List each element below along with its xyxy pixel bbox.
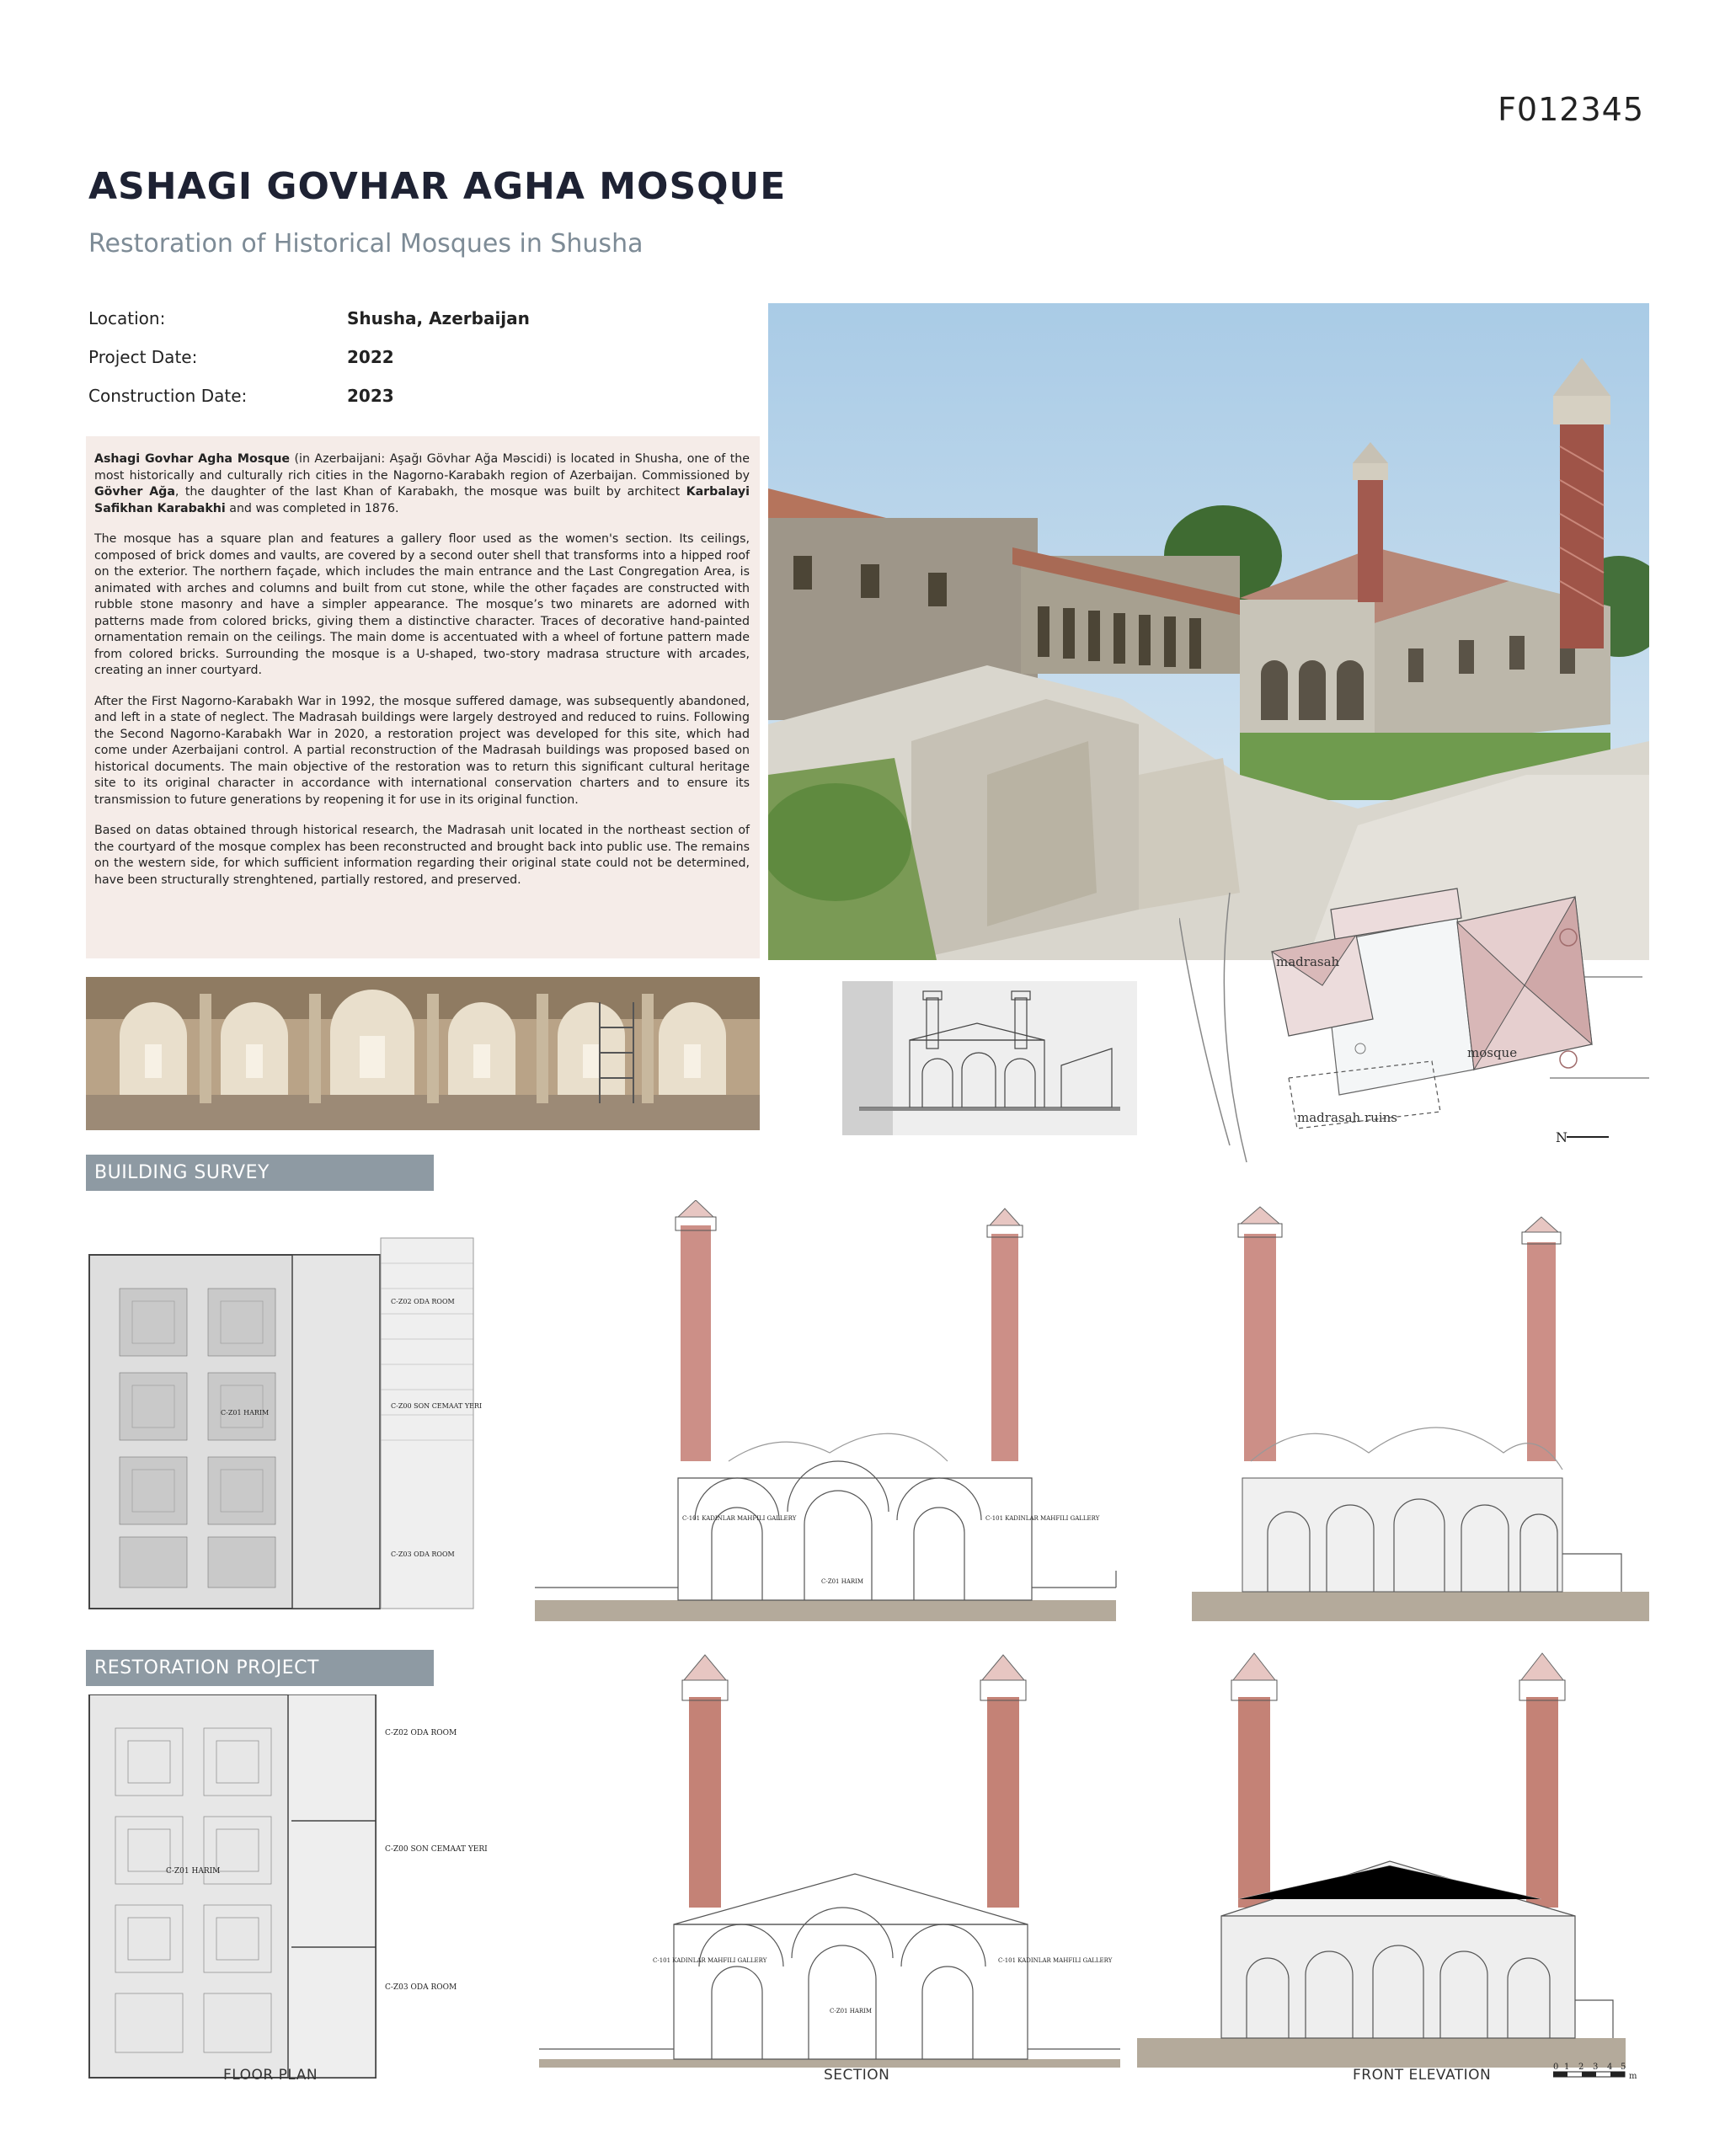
restoration-front-elevation <box>1137 1646 1649 2068</box>
scale-tick: 3 <box>1593 2063 1599 2072</box>
restoration-floor-plan <box>86 1694 490 2082</box>
survey-plan-room1: C-Z02 ODA ROOM <box>391 1298 455 1305</box>
site-label-madrasah: madrasah <box>1276 954 1340 969</box>
document-code: F012345 <box>1498 91 1644 128</box>
page-title: ASHAGI GOVHAR AGHA MOSQUE <box>88 165 787 208</box>
site-label-mosque: mosque <box>1467 1045 1518 1060</box>
page-subtitle: Restoration of Historical Mosques in Shusha <box>88 229 644 259</box>
patron-name: Gövher Ağa <box>94 485 175 499</box>
survey-section-right-label: C-101 KADINLAR MAHFILI GALLERY <box>985 1515 1100 1522</box>
scale-tick: 0 <box>1553 2063 1559 2072</box>
survey-plan-cemaat: C-Z00 SON CEMAAT YERI <box>391 1402 483 1410</box>
meta-label: Project Date: <box>88 347 198 367</box>
caption-front-elevation: FRONT ELEVATION <box>1353 2067 1492 2084</box>
rest-plan-harim: C-Z01 HARIM <box>166 1867 221 1876</box>
section-bar-building-survey: BUILDING SURVEY <box>86 1155 434 1191</box>
survey-front-elevation <box>1192 1200 1649 1621</box>
site-label-ruins: madrasah ruins <box>1297 1110 1397 1125</box>
rest-section-right-label: C-101 KADINLAR MAHFILI GALLERY <box>998 1957 1113 1964</box>
interior-panorama-photo <box>86 977 760 1130</box>
rest-section-harim-label: C-Z01 HARIM <box>830 2008 873 2015</box>
rest-plan-room2: C-Z03 ODA ROOM <box>385 1983 457 1992</box>
description-paragraph-3: After the First Nagorno-Karabakh War in 1992, the mosque suffered damage, was subsequently abandoned, and left in a state of neglect. The Madrasah buildings were largely destroyed and reduced to ruins. Following the Second Nagorno-Karabakh War in 2020, a restoration project was developed for this site, which had come under Azerbaijani control. A partial reconstruction of the Madrasah buildings was proposed based on historical documents. The main objective of the restoration was to return this significant cultural heritage site to its original character in accordance with international conservation charters and to ensure its transmission to future generations by reopening it for use in its original function. <box>94 694 750 807</box>
rest-plan-room1: C-Z02 ODA ROOM <box>385 1729 457 1737</box>
description-paragraph-1 <box>94 451 750 517</box>
scale-tick: 5 <box>1621 2063 1626 2072</box>
section-bar-restoration-project: RESTORATION PROJECT <box>86 1650 434 1686</box>
scale-unit: m <box>1629 2072 1637 2081</box>
caption-section: SECTION <box>824 2067 890 2084</box>
survey-plan-room2: C-Z03 ODA ROOM <box>391 1550 455 1558</box>
text-span: , the daughter of the last Khan of Karabakh, the mosque was built by architect <box>174 485 686 499</box>
survey-section-drawing <box>535 1200 1124 1621</box>
restoration-section-drawing <box>539 1646 1120 2068</box>
scale-tick: 4 <box>1607 2063 1613 2072</box>
mosque-name: Ashagi Govhar Agha Mosque <box>94 452 291 466</box>
meta-label: Construction Date: <box>88 386 248 406</box>
scale-bar <box>1553 2062 1646 2087</box>
meta-value: 2022 <box>347 347 394 367</box>
north-label: N <box>1556 1129 1567 1145</box>
historical-sketch-image <box>842 981 1137 1135</box>
survey-section-left-label: C-101 KADINLAR MAHFILI GALLERY <box>682 1515 797 1522</box>
description-paragraph-4: Based on datas obtained through historical research, the Madrasah unit located in the northeast section of the courtyard of the mosque complex has been reconstructed and brought back into public use. The remains on the western side, for which sufficient information regarding their original state could not be determined, have been structurally strenghtened, partially restored, and preserved. <box>94 824 750 887</box>
meta-value: Shusha, Azerbaijan <box>347 308 530 328</box>
rest-plan-cemaat: C-Z00 SON CEMAAT YERI <box>385 1845 488 1854</box>
caption-floor-plan: FLOOR PLAN <box>223 2067 318 2084</box>
text-span: and was completed in 1876. <box>225 501 399 515</box>
meta-value: 2023 <box>347 386 394 406</box>
scale-tick: 2 <box>1578 2063 1584 2072</box>
survey-plan-harim: C-Z01 HARIM <box>221 1409 270 1417</box>
site-plan <box>1179 859 1649 1171</box>
scale-tick: 1 <box>1564 2063 1570 2072</box>
survey-section-harim-label: C-Z01 HARIM <box>821 1578 864 1585</box>
meta-label: Location: <box>88 308 166 328</box>
description-paragraph-2: The mosque has a square plan and features a gallery floor used as the women's section. Its ceilings, composed of brick domes and vaults, are covered by a second outer shell that transforms into a hipped roof on the exterior. The northern façade, which includes the main entrance and the Last Congregation Area, is animated with arches and columns and built from cut stone, while the other façades are constructed with rubble stone masonry and have a simpler appearance. The mosque’s two minarets are adorned with patterns made from colored bricks, giving them a distinctive character. Traces of decorative hand-painted ornamentation remain on the ceilings. The main dome is accentuated with a wheel of fortune pattern made from colored bricks. Surrounding the mosque is a U-shaped, two-story madrasa structure with arcades, creating an inner courtyard. <box>94 532 750 677</box>
architect-name: Karbalayi Safikhan Karabakhi <box>94 485 750 515</box>
description-box <box>86 436 760 958</box>
survey-floor-plan <box>86 1204 490 1625</box>
rest-section-left-label: C-101 KADINLAR MAHFILI GALLERY <box>653 1957 767 1964</box>
text-span: (in Azerbaijani: Aşağı Gövhar Ağa Məscidi) is located in Shusha, one of the most historically and culturally rich cities in the Nagorno-Karabakh region of Azerbaijan. Commissioned by <box>94 452 750 483</box>
